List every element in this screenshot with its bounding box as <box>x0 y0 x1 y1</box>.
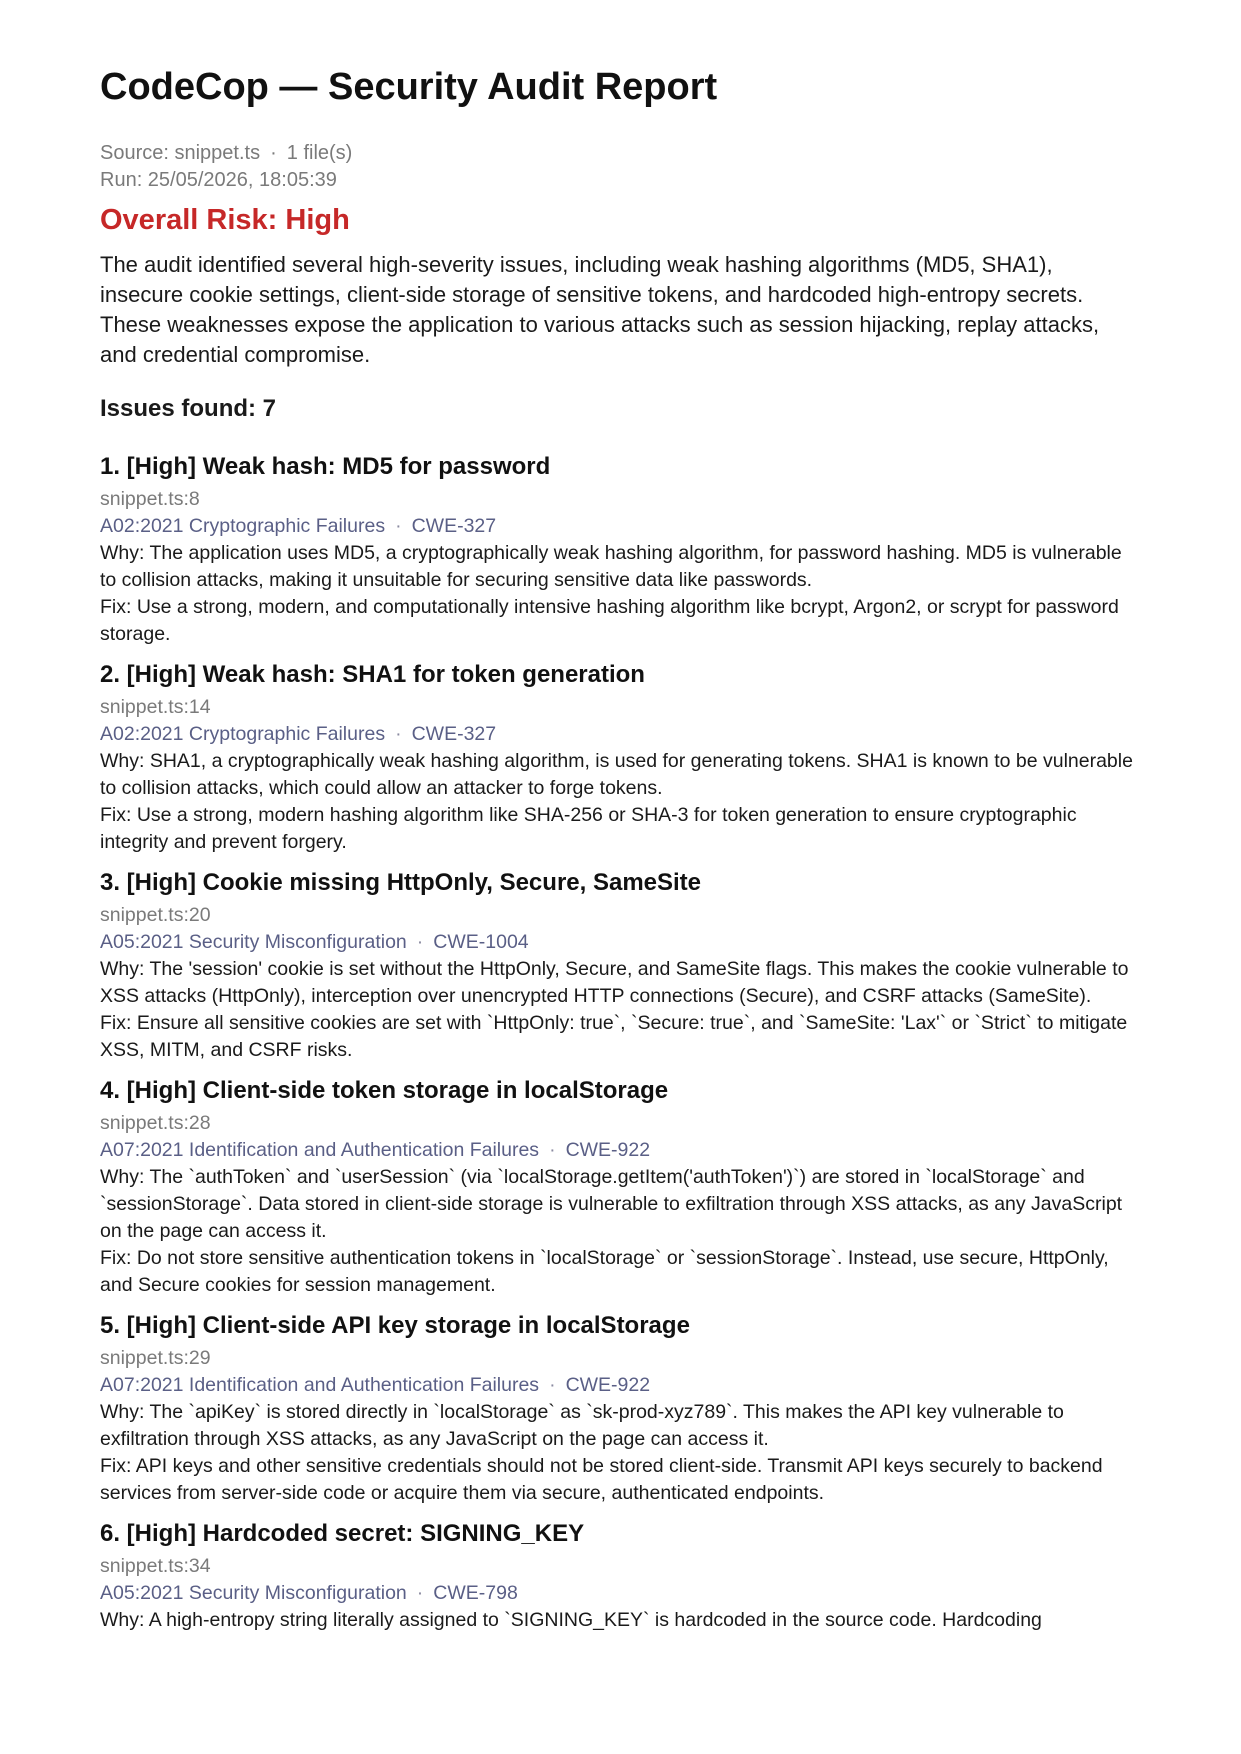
owasp-category: A05:2021 Security Misconfiguration <box>100 931 407 953</box>
owasp-category: A07:2021 Identification and Authentication Failures <box>100 1374 540 1396</box>
file-count: 1 file(s) <box>286 142 353 164</box>
issue-item <box>100 1519 1141 1634</box>
issue-fix: Fix: Use a strong, modern, and computationally intensive hashing algorithm like bcrypt, Argon2, or scrypt for password storage. <box>100 596 1119 645</box>
issue-fix: Fix: Ensure all sensitive cookies are set with `HttpOnly: true`, `Secure: true`, and `SameSite: 'Lax'` or `Strict` to mitigate XSS, MITM, and CSRF risks. <box>100 1012 1128 1061</box>
category-separator: · <box>416 1582 424 1604</box>
source-label: Source: snippet.ts <box>100 142 261 164</box>
issue-title: 6. [High] Hardcoded secret: SIGNING_KEY <box>100 1520 585 1547</box>
issue-location: snippet.ts:29 <box>100 1347 211 1369</box>
issue-why: Why: The 'session' cookie is set without the HttpOnly, Secure, and SameSite flags. This makes the cookie vulnerable to XSS attacks (HttpOnly), interception over unencrypted HTTP connections (Secure), and CSRF attacks (SameSite). <box>100 958 1129 1007</box>
category-separator: · <box>416 931 424 953</box>
owasp-category: A07:2021 Identification and Authentication Failures <box>100 1139 540 1161</box>
issue-item <box>100 660 1141 856</box>
category-separator: · <box>549 1374 556 1396</box>
issue-title: 5. [High] Client-side API key storage in localStorage <box>100 1312 690 1339</box>
issue-why: Why: A high-entropy string literally assigned to `SIGNING_KEY` is hardcoded in the source code. Hardcoding <box>100 1609 1042 1631</box>
issue-title: 3. [High] Cookie missing HttpOnly, Secure, SameSite <box>100 869 702 896</box>
issue-item <box>100 1076 1141 1299</box>
issue-category-line <box>100 721 1141 748</box>
cwe-id: CWE-798 <box>433 1582 518 1604</box>
issue-fix: Fix: API keys and other sensitive credentials should not be stored client-side. Transmit API keys securely to backend services from server-side code or acquire them via secure, authenticated endpoints. <box>100 1455 1103 1504</box>
owasp-category: A02:2021 Cryptographic Failures <box>100 515 386 537</box>
issue-location: snippet.ts:8 <box>100 488 200 510</box>
issue-location: snippet.ts:28 <box>100 1112 211 1134</box>
issue-title: 1. [High] Weak hash: MD5 for password <box>100 453 551 480</box>
issue-why: Why: The application uses MD5, a cryptographically weak hashing algorithm, for password hashing. MD5 is vulnerable to collision attacks, making it unsuitable for securing sensitive data like passwords. <box>100 542 1122 591</box>
issue-item <box>100 1311 1141 1507</box>
summary-paragraph: The audit identified several high-severity issues, including weak hashing algorithms (MD5, SHA1), insecure cookie settings, client-side storage of sensitive tokens, and hardcoded high-entropy secrets. These weaknesses expose the application to various attacks such as session hijacking, replay attacks, and credential compromise. <box>100 252 1100 367</box>
issue-category-line <box>100 513 1141 540</box>
issue-category-line <box>100 1137 1141 1164</box>
issue-category-line <box>100 1372 1141 1399</box>
cwe-id: CWE-327 <box>411 723 497 745</box>
issue-item <box>100 452 1141 648</box>
cwe-id: CWE-922 <box>565 1374 651 1396</box>
owasp-category: A02:2021 Cryptographic Failures <box>100 723 386 745</box>
issue-location: snippet.ts:34 <box>100 1555 211 1577</box>
issue-title: 4. [High] Client-side token storage in localStorage <box>100 1077 669 1104</box>
issue-category-line <box>100 929 1141 956</box>
report-title: CodeCop — Security Audit Report <box>100 66 718 108</box>
owasp-category: A05:2021 Security Misconfiguration <box>100 1582 407 1604</box>
category-separator: · <box>549 1139 556 1161</box>
report-meta <box>100 140 1141 194</box>
issue-fix: Fix: Use a strong, modern hashing algorithm like SHA-256 or SHA-3 for token generation to ensure cryptographic integrity and prevent forgery. <box>100 804 1077 853</box>
issue-why: Why: The `authToken` and `userSession` (via `localStorage.getItem('authToken')`) are stored in `localStorage` and `sessionStorage`. Data stored in client-side storage is vulnerable to exfiltration through XSS attacks, as any JavaScript on the page can access it. <box>100 1166 1123 1242</box>
issue-fix: Fix: Do not store sensitive authentication tokens in `localStorage` or `sessionStorage`. Instead, use secure, HttpOnly, and Secure cookies for session management. <box>100 1247 1109 1296</box>
issue-location: snippet.ts:20 <box>100 904 211 926</box>
issue-why: Why: The `apiKey` is stored directly in `localStorage` as `sk-prod-xyz789`. This makes the API key vulnerable to exfiltration through XSS attacks, as any JavaScript on the page can access it. <box>100 1401 1064 1450</box>
category-separator: · <box>395 723 402 745</box>
issue-location: snippet.ts:14 <box>100 696 211 718</box>
issues-list <box>100 452 1141 1634</box>
cwe-id: CWE-327 <box>411 515 497 537</box>
issue-why: Why: SHA1, a cryptographically weak hashing algorithm, is used for generating tokens. SHA1 is known to be vulnerable to collision attacks, which could allow an attacker to forge tokens. <box>100 750 1133 799</box>
meta-separator: · <box>270 142 277 164</box>
cwe-id: CWE-1004 <box>433 931 529 953</box>
cwe-id: CWE-922 <box>565 1139 651 1161</box>
issue-item <box>100 868 1141 1064</box>
run-timestamp: Run: 25/05/2026, 18:05:39 <box>100 169 337 191</box>
overall-risk: Overall Risk: High <box>100 204 350 236</box>
issue-category-line <box>100 1580 1141 1607</box>
issues-count: Issues found: 7 <box>100 395 277 422</box>
category-separator: · <box>395 515 402 537</box>
source-line <box>100 140 1141 167</box>
issue-title: 2. [High] Weak hash: SHA1 for token generation <box>100 661 645 688</box>
